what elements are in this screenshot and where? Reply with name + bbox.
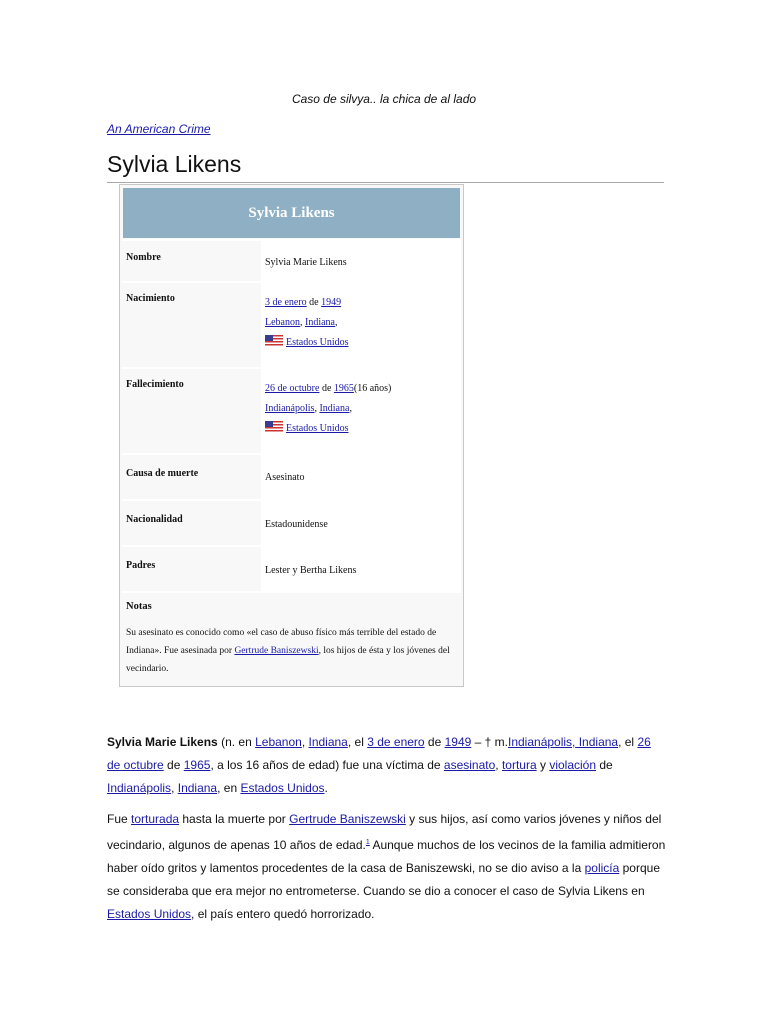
gertrude-baniszewski-link[interactable]: Gertrude Baniszewski bbox=[289, 812, 406, 826]
death-country-link[interactable]: Estados Unidos bbox=[286, 423, 349, 434]
gertrude-baniszewski-link[interactable]: Gertrude Baniszewski bbox=[234, 646, 319, 656]
estados-unidos-link[interactable]: Estados Unidos bbox=[240, 781, 325, 795]
body-paragraph: Fue torturada hasta la muerte por Gertrude Baniszewski y sus hijos, así como varios jóvenes y niños del vecindario, algunos de apenas 10 años de edad.$^1$ Aunque muchos de los vecinos de la familia admitieron haber oído gritos y lamentos procedentes de la casa de Baniszewski, no se dio aviso a la policía porque se consideraba que era mejor no entrometerse. Cuando se dio a conocer el caso de Sylvia Likens en Estados Unidos, el país entero quedó horrorizado. bbox=[107, 812, 666, 921]
an-american-crime-link[interactable]: An American Crime bbox=[107, 122, 211, 136]
infobox-row-fallecimiento bbox=[122, 367, 461, 453]
infobox-value: 26 de octubre de 1965(16 años) Indianápolis, Indiana, Estados Unidos bbox=[261, 369, 461, 453]
footnote-link[interactable]: 1 bbox=[365, 839, 370, 846]
tortura-link[interactable]: tortura bbox=[501, 758, 537, 772]
us-flag-icon bbox=[265, 421, 283, 432]
notes-label: Notas bbox=[126, 601, 152, 612]
infobox-notes bbox=[122, 591, 461, 684]
birth-date-link[interactable]: 3 de enero bbox=[367, 735, 425, 749]
death-date-link[interactable]: 26 de octubre bbox=[107, 735, 651, 772]
infobox-label: Fallecimiento bbox=[122, 369, 261, 453]
infobox-value: Sylvia Marie Likens bbox=[261, 241, 461, 281]
indiana-link[interactable]: Indiana bbox=[177, 781, 218, 795]
infobox-value: Asesinato bbox=[261, 455, 461, 499]
infobox-label: Nombre bbox=[122, 241, 261, 281]
asesinato-link[interactable]: asesinato bbox=[443, 758, 496, 772]
birth-date-link[interactable]: 3 de enero bbox=[265, 297, 307, 308]
birth-city-link[interactable]: Lebanon bbox=[265, 317, 300, 328]
death-state-link[interactable]: Indiana bbox=[319, 403, 350, 414]
infobox bbox=[119, 184, 464, 687]
birth-state-link[interactable]: Indiana bbox=[305, 317, 335, 328]
estados-unidos-link[interactable]: Estados Unidos bbox=[107, 907, 192, 921]
infobox-value: Lester y Bertha Likens bbox=[261, 547, 461, 591]
infobox-label: Causa de muerte bbox=[122, 455, 261, 499]
infobox-row-nacimiento bbox=[122, 281, 461, 367]
infobox-label: Nacimiento bbox=[122, 283, 261, 367]
infobox-row-nombre bbox=[122, 239, 461, 281]
death-year-link[interactable]: 1965 bbox=[183, 758, 211, 772]
lebanon-link[interactable]: Lebanon bbox=[255, 735, 302, 749]
age-text: (16 años) bbox=[353, 383, 392, 394]
infobox-header: Sylvia Likens bbox=[123, 188, 460, 238]
page-title: Sylvia Likens bbox=[107, 150, 664, 183]
birth-country-link[interactable]: Estados Unidos bbox=[286, 337, 349, 348]
violacion-link[interactable]: violación bbox=[549, 758, 597, 772]
page-subtitle: Caso de silvya.. la chica de al lado bbox=[291, 92, 477, 106]
text: de bbox=[321, 383, 332, 394]
infobox-value: Estadounidense bbox=[261, 501, 461, 545]
infobox-label: Nacionalidad bbox=[122, 501, 261, 545]
us-flag-icon bbox=[265, 335, 283, 346]
birth-year-link[interactable]: 1949 bbox=[444, 735, 472, 749]
indianapolis-link[interactable]: Indianápolis bbox=[107, 781, 172, 795]
infobox-row-nacionalidad bbox=[122, 499, 461, 545]
intro-paragraph: Sylvia Marie Likens (n. en Lebanon, Indiana, el 3 de enero de 1949 – † m.Indianápolis, Indiana, el 26 de octubre de 1965, a los 16 años de edad) fue una víctima de asesinato, tortura y violación de Indianápolis, Indiana, en Estados Unidos. bbox=[107, 735, 651, 795]
infobox-label: Padres bbox=[122, 547, 261, 591]
policia-link[interactable]: policía bbox=[584, 861, 620, 875]
torturada-link[interactable]: torturada bbox=[131, 812, 180, 826]
indianapolis-indiana-link[interactable]: Indianápolis, Indiana bbox=[508, 735, 619, 749]
infobox-row-causa bbox=[122, 453, 461, 499]
birth-year-link[interactable]: 1949 bbox=[321, 297, 342, 308]
death-date-link[interactable]: 26 de octubre bbox=[265, 383, 320, 394]
text: de bbox=[309, 297, 319, 308]
death-year-link[interactable]: 1965 bbox=[333, 383, 354, 394]
death-city-link[interactable]: Indianápolis bbox=[265, 403, 315, 414]
infobox-value: 3 de enero de 1949 Lebanon, Indiana, Estados Unidos bbox=[261, 283, 461, 367]
subject-name: Sylvia Marie Likens bbox=[107, 735, 218, 749]
notes-text: Su asesinato es conocido como «el caso de abuso físico más terrible del estado de Indiana». Fue asesinada por Gertrude Baniszewski, los hijos de ésta y los jóvenes del vecindario. bbox=[126, 628, 450, 674]
indiana-link[interactable]: Indiana bbox=[308, 735, 348, 749]
infobox-row-padres bbox=[122, 545, 461, 591]
